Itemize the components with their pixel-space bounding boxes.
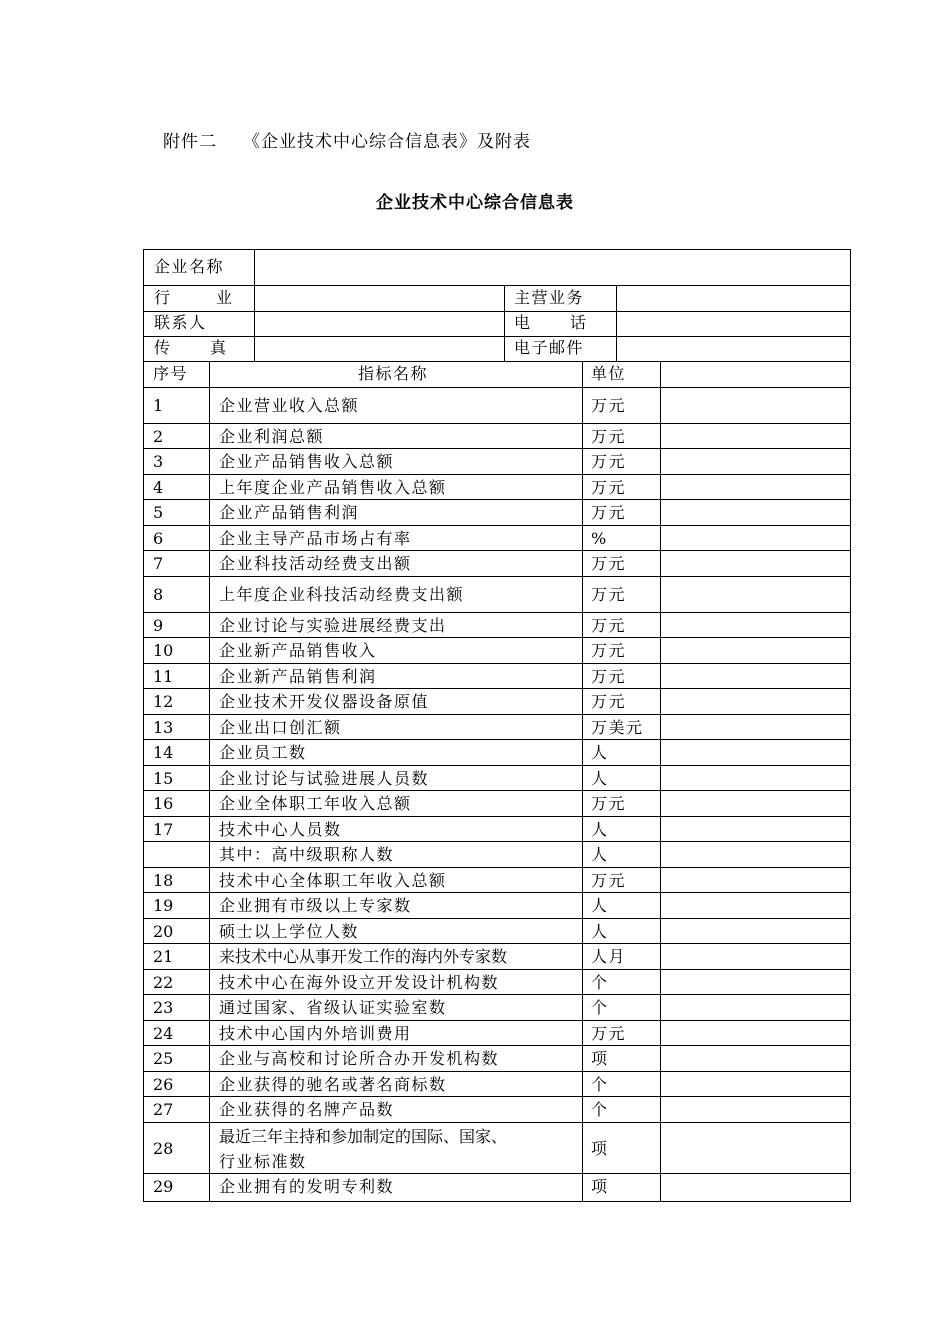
- indicator-unit: 人: [591, 921, 609, 941]
- row-number: 8: [153, 585, 164, 604]
- row-number: 14: [153, 743, 174, 762]
- row-number: 12: [153, 692, 174, 711]
- column-header-indicator: 指标名称: [358, 364, 429, 383]
- indicator-unit: 个: [591, 1074, 609, 1094]
- indicator-value-field[interactable]: [662, 689, 848, 714]
- indicator-name: 企业科技活动经费支出额: [219, 554, 412, 573]
- indicator-value-field[interactable]: [662, 1123, 848, 1173]
- phone-label-part2: 话: [570, 313, 588, 332]
- indicator-value-field[interactable]: [662, 893, 848, 918]
- indicator-name: 企业主导产品市场占有率: [219, 528, 412, 548]
- indicator-name: 通过国家、省级认证实验室数: [219, 998, 447, 1017]
- indicator-unit: 个: [591, 998, 609, 1017]
- column-divider-no: [209, 361, 210, 1201]
- column-header-unit: 单位: [591, 364, 627, 383]
- page-title: 企业技术中心综合信息表: [376, 193, 574, 213]
- info-column-divider: [254, 285, 255, 361]
- row-number: 5: [153, 503, 164, 522]
- row-number: 29: [153, 1177, 174, 1196]
- indicator-value-field[interactable]: [662, 388, 848, 423]
- row-number: 25: [153, 1049, 174, 1068]
- industry-label-part1: 行: [154, 288, 172, 307]
- indicator-name-continued: 行业标准数: [219, 1151, 307, 1171]
- indicator-unit: 万元: [591, 477, 627, 497]
- phone-field[interactable]: [618, 312, 848, 336]
- row-number: 17: [153, 819, 174, 839]
- indicator-value-field[interactable]: [662, 424, 848, 448]
- indicator-name: 企业新产品销售利润: [219, 666, 377, 686]
- indicator-value-field[interactable]: [662, 449, 848, 474]
- email-label: 电子邮件: [514, 338, 585, 357]
- indicator-unit: 万元: [591, 692, 627, 711]
- row-number: 10: [153, 641, 174, 660]
- row-number: 18: [153, 870, 174, 890]
- indicator-name: 上年度企业产品销售收入总额: [219, 477, 447, 497]
- indicator-value-field[interactable]: [662, 1072, 848, 1096]
- indicator-unit: 万元: [591, 794, 627, 813]
- row-number: 2: [153, 426, 164, 446]
- indicator-value-field[interactable]: [662, 1021, 848, 1045]
- indicator-unit: 个: [591, 972, 609, 992]
- indicator-unit: 万元: [591, 641, 627, 660]
- indicator-value-field[interactable]: [662, 842, 848, 867]
- info-column-divider: [254, 249, 255, 285]
- fax-label-part1: 传: [154, 338, 172, 357]
- row-number: 7: [153, 554, 164, 573]
- indicator-value-field[interactable]: [662, 1097, 848, 1122]
- indicator-unit: 人: [591, 743, 609, 762]
- indicator-value-field[interactable]: [662, 817, 848, 841]
- indicator-unit: 万元: [591, 452, 627, 471]
- column-divider-unit: [582, 361, 583, 1201]
- indicator-unit: 人: [591, 819, 609, 839]
- indicator-name: 其中：高中级职称人数: [219, 845, 395, 864]
- indicator-value-field[interactable]: [662, 500, 848, 525]
- row-number: 22: [153, 972, 174, 992]
- row-number: 20: [153, 921, 174, 941]
- row-number: 27: [153, 1100, 174, 1119]
- indicator-name: 企业利润总额: [219, 426, 325, 446]
- indicator-value-field[interactable]: [662, 868, 848, 892]
- indicator-unit: 人: [591, 896, 609, 915]
- attachment-label: 附件二: [163, 132, 217, 152]
- indicator-unit: 万元: [591, 426, 627, 446]
- indicator-name: 企业产品销售利润: [219, 503, 360, 522]
- indicator-name: 上年度企业科技活动经费支出额: [219, 585, 465, 604]
- column-divider-value: [660, 361, 661, 1201]
- indicator-name: 企业讨论与实验进展经费支出: [219, 615, 447, 635]
- indicator-unit: 万元: [591, 503, 627, 522]
- company-name-label: 企业名称: [154, 257, 225, 276]
- indicator-name: 技术中心全体职工年收入总额: [219, 870, 447, 890]
- indicator-value-field[interactable]: [662, 995, 848, 1020]
- column-header-no: 序号: [153, 364, 189, 383]
- indicator-unit: 万元: [591, 870, 627, 890]
- indicator-name: 企业新产品销售收入: [219, 641, 377, 660]
- indicator-unit: 人月: [591, 947, 627, 966]
- phone-label-part1: 电: [514, 313, 532, 332]
- main-business-label: 主营业务: [514, 288, 585, 307]
- indicator-name: 技术中心国内外培训费用: [219, 1023, 412, 1043]
- indicator-unit: 人: [591, 768, 609, 788]
- indicator-name: 企业获得的驰名或著名商标数: [219, 1074, 447, 1094]
- indicator-unit: 人: [591, 845, 609, 864]
- indicator-value-field[interactable]: [662, 577, 848, 612]
- row-number: 16: [153, 794, 174, 813]
- indicator-value-field[interactable]: [662, 638, 848, 663]
- indicator-unit: 万元: [591, 396, 627, 415]
- row-number: 9: [153, 615, 164, 635]
- info-column-divider: [616, 285, 617, 361]
- row-number: 28: [153, 1138, 174, 1158]
- indicator-unit: 个: [591, 1100, 609, 1119]
- row-number: 21: [153, 947, 174, 966]
- row-number: 15: [153, 768, 174, 788]
- indicator-value-field[interactable]: [662, 919, 848, 943]
- indicator-unit: 万元: [591, 585, 627, 604]
- indicator-value-field[interactable]: [662, 715, 848, 739]
- indicator-value-field[interactable]: [662, 766, 848, 790]
- company-name-field[interactable]: [256, 251, 848, 284]
- industry-field[interactable]: [256, 286, 503, 311]
- indicator-value-field[interactable]: [662, 526, 848, 550]
- row-number: 4: [153, 477, 164, 497]
- indicator-name: 企业营业收入总额: [219, 396, 360, 415]
- indicator-value-field[interactable]: [662, 613, 848, 637]
- info-table: [143, 249, 851, 1202]
- indicator-name: 企业讨论与试验进展人员数: [219, 768, 430, 788]
- indicator-value-field[interactable]: [662, 664, 848, 688]
- indicator-name: 技术中心人员数: [219, 819, 342, 839]
- indicator-name: 企业员工数: [219, 743, 307, 762]
- indicator-name: 企业全体职工年收入总额: [219, 794, 412, 813]
- row-number: 1: [153, 396, 164, 415]
- indicator-value-field[interactable]: [662, 551, 848, 576]
- indicator-name: 企业产品销售收入总额: [219, 452, 395, 471]
- indicator-unit: 万美元: [591, 717, 644, 737]
- indicator-name: 技术中心在海外设立开发设计机构数: [219, 972, 500, 992]
- industry-label-part2: 业: [216, 288, 234, 307]
- indicator-name: 最近三年主持和参加制定的国际、国家、: [219, 1126, 508, 1146]
- indicator-unit: 万元: [591, 666, 627, 686]
- document-name: 《企业技术中心综合信息表》及附表: [243, 132, 531, 152]
- indicator-value-field[interactable]: [662, 740, 848, 765]
- indicator-unit: 项: [591, 1138, 609, 1158]
- row-number: 19: [153, 896, 174, 915]
- indicator-name: 硕士以上学位人数: [219, 921, 360, 941]
- indicator-name: 企业拥有市级以上专家数: [219, 896, 412, 915]
- indicator-value-field[interactable]: [662, 475, 848, 499]
- indicator-value-field[interactable]: [662, 970, 848, 994]
- indicator-unit: 万元: [591, 1023, 627, 1043]
- row-number: 3: [153, 452, 164, 471]
- row-number: 24: [153, 1023, 174, 1043]
- indicator-name: 企业拥有的发明专利数: [219, 1177, 395, 1196]
- indicator-unit: 项: [591, 1177, 609, 1196]
- indicator-name: 企业获得的名牌产品数: [219, 1100, 395, 1119]
- indicator-value-field[interactable]: [662, 1046, 848, 1071]
- email-field[interactable]: [618, 337, 848, 361]
- main-business-field[interactable]: [618, 286, 848, 311]
- attachment-header: [163, 127, 531, 152]
- indicator-unit: 万元: [591, 615, 627, 635]
- indicator-value-field[interactable]: [662, 944, 848, 969]
- row-number: 6: [153, 528, 164, 548]
- row-number: 11: [153, 666, 174, 686]
- indicator-unit: 项: [591, 1049, 609, 1068]
- indicator-unit: 万元: [591, 554, 627, 573]
- fax-field[interactable]: [256, 337, 503, 361]
- row-number: 23: [153, 998, 174, 1017]
- indicator-name: 企业技术开发仪器设备原值: [219, 692, 430, 711]
- indicator-value-field[interactable]: [662, 1174, 848, 1199]
- fax-label-part2: 真: [210, 338, 228, 357]
- info-row-divider: [143, 361, 851, 362]
- indicator-value-field[interactable]: [662, 791, 848, 816]
- indicator-name: 企业出口创汇额: [219, 717, 342, 737]
- row-number: 26: [153, 1074, 174, 1094]
- indicator-name: 企业与高校和讨论所合办开发机构数: [219, 1049, 500, 1068]
- info-column-divider: [504, 285, 505, 361]
- indicator-unit: %: [591, 528, 608, 548]
- contact-label: 联系人: [154, 313, 207, 332]
- indicator-name: 来技术中心从事开发工作的海内外专家数: [219, 947, 508, 966]
- contact-field[interactable]: [256, 312, 503, 336]
- row-number: 13: [153, 717, 174, 737]
